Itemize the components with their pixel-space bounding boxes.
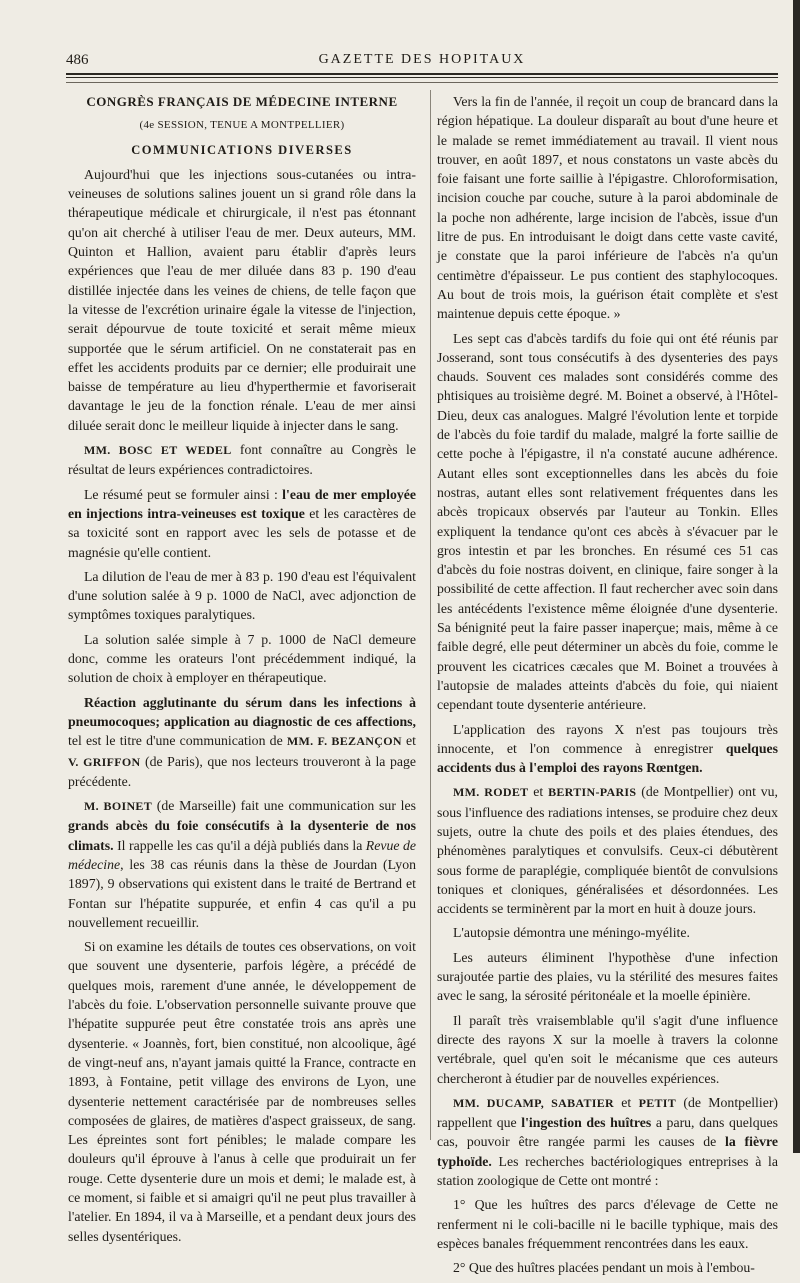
emphasis-text: quelques accidents dus à l'emploi des rayons Rœntgen. <box>437 740 778 776</box>
paragraph-text: L'application des rayons X n'est pas toujours très innocente, et l'on commence à enregistrer <box>437 721 778 756</box>
paragraph-text: Les recherches bactériologiques entreprises à la station zoologique de Cette ont montré : <box>437 1153 778 1189</box>
article-subheading: (4e SESSION, TENUE A MONTPELLIER) <box>139 119 345 132</box>
author-names: M. BOINET <box>84 799 153 814</box>
emphasis-text: Réaction agglutinante du sérum dans les infections à pneumocoques; application au diagnostic de ces affections, <box>68 694 416 729</box>
paragraph-text: Il rappelle les cas qu'il a déjà publiés dans la <box>113 837 366 853</box>
article-heading: CONGRÈS FRANÇAIS DE MÉDECINE INTERNE <box>86 94 398 109</box>
paragraph <box>68 796 416 932</box>
paragraph: Si on examine les détails de toutes ces observations, on voit que souvent une dysenterie, parfois légère, a précédé de quelques mois, rarement d'une année, le développement de l'abcès du foie. L'observation personnelle suivante prouve que l'hépatite suppurée peut être constatée trois ans après une dysenterie. « Joannès, fort, bien constitué, non alcoolique, âgé de vingt-neuf ans, n'ayant jamais quitté la France, contracte en 1893, à Fontaine, petit village des environs de Lyon, une dysenterie nettement caractérisée par de nombreuses selles composées de glaires, de matières d'aspect graisseux, de sang. Les épreintes sont fort pénibles; le malade compare les douleurs qu'il éprouve à l'anus à celle que produirait un fer rouge. Cette dysenterie dure un mois et demi; le malade est, à ce moment, si faible et si amaigri qu'il ne peut plus travailler à l'atelier. En 1894, il va à Marseille, et a pendant deux jours des selles dysentériques. <box>68 939 416 1244</box>
paragraph: L'autopsie démontra une méningo-myélite. <box>453 925 690 941</box>
page-number: 486 <box>66 52 89 68</box>
right-column <box>437 92 778 1283</box>
header-rule <box>66 73 778 75</box>
paragraph-text: (de Montpellier) ont vu, sous l'influence des radiations intenses, se produire chez deux sujets, outre la chute des poils et des plaies étendues, des phénomènes paralytiques et convulsifs. Ceux-ci débutèrent sous forme de paraplégie, compliquée bientôt de convulsions toniques et cloniques, généralisées et désordonnées. Les accidents se terminèrent par la mort en huit à douze jours. <box>437 784 778 917</box>
page-edge <box>793 0 800 1153</box>
paragraph-text: et les caractères de sa toxicité sont en rapport avec les sels de potasse et de magnésie qu'elle contient. <box>68 505 416 560</box>
author-names: MM. RODET <box>453 785 529 800</box>
paragraph-text: font connaître au Congrès le résultat de leurs expériences contradictoires. <box>68 442 416 478</box>
column-separator <box>430 90 431 1140</box>
left-column <box>68 92 416 1251</box>
author-names: MM. F. BEZANÇON <box>286 734 402 749</box>
author-names: PETIT <box>638 1095 677 1110</box>
paragraph: Il paraît très vraisemblable qu'il s'agit d'une influence directe des rayons X sur la moelle à travers la colonne vertébrale, quel qu'en soit le mécanisme que ces auteurs chercheront à étudier par de nouvelles expériences. <box>437 1012 778 1086</box>
paragraph-text: (de Montpellier) rappellent que <box>437 1094 779 1131</box>
emphasis-text: l'eau de mer employée en injections intra-veineuses est toxique <box>68 486 416 521</box>
paragraph-text: , les 38 cas réunis dans la thèse de Jourdan (Lyon 1897), 9 observations qui existent dans le traité de Bertrand et Fontan sur l'hépatite suppurée, et enfin 4 cas qu'il a pu nouvellement recueillir. <box>68 856 416 930</box>
paragraph <box>437 1093 778 1190</box>
paragraph <box>68 485 416 562</box>
emphasis-text: grands abcès du foie consécutifs à la dysenterie de nos climats. <box>68 818 416 853</box>
paragraph: 2° Que des huîtres placées pendant un mois à l'embou- <box>453 1260 755 1276</box>
paragraph: La solution salée simple à 7 p. 1000 de NaCl demeure donc, comme les orateurs l'ont précédemment indiqué, la solution de choix à employer en thérapeutique. <box>68 631 416 686</box>
paragraph-text: et <box>401 733 417 749</box>
paragraph-text: Le résumé peut se formuler ainsi : <box>84 486 283 502</box>
section-heading: COMMUNICATIONS DIVERSES <box>131 142 353 157</box>
paragraph: 1° Que les huîtres des parcs d'élevage de Cette ne renferment ni le coli-bacille ni le bacille typhique, mais des espèces banales fréquemment rencontrées dans les eaux. <box>437 1197 778 1251</box>
paragraph: Les auteurs éliminent l'hypothèse d'une infection surajoutée partie des plaies, vu la stérilité des mesures faites avec le sang, la sérosité péritonéale et la moelle épinière. <box>437 949 778 1004</box>
paragraph <box>437 720 778 778</box>
emphasis-text: la fièvre typhoïde. <box>437 1134 778 1169</box>
author-names: MM. DUCAMP, SABATIER <box>453 1095 615 1110</box>
author-names: V. GRIFFON <box>68 754 141 769</box>
paragraph: Les sept cas d'abcès tardifs du foie qui ont été réunis par Josserand, sont tous consécutifs à des dysenteries des pays chauds. Souvent ces malades sont considérés comme des phtisiques au troisième degré. M. Boinet a observé, à l'Hôtel-Dieu, deux cas analogues. Malgré l'évolution lente et torpide de l'abcès du foie tardif du malade, malgré la forte saillie de cette poche à l'épigastre, il n'a constaté aucune adhérence. Autant elles sont exceptionnelles dans les abcès du foie nostras, autant elles sont relativement fréquentes dans les abcès tropicaux observés par l'auteur au Tonkin. Elles expliquent la tendance qu'ont ces abcès à s'évacuer par le gros intestin et par les bronches. En résumé ces 51 cas d'abcès du foie nostras doivent, en clinique, faire songer à la possibilité de cette affection. Il faut rechercher avec soin dans les antécédents l'existence même éloignée d'une dysenterie. Sa bénignité peut la faire passer inaperçue; mais, même à ce faible degré, elle peut déterminer un abcès du foie, comme le prouvent les cicatrices cæcales que M. Boinet a trouvées à l'autopsie de malades atteints d'abcès du foie, qui niaient cependant toute dysenterie antérieure. <box>437 330 778 713</box>
paragraph-text: a paru, dans quelques cas, pouvoir être rangée parmi les causes de <box>437 1115 778 1150</box>
paragraph <box>68 693 416 791</box>
journal-title: GAZETTE DES HOPITAUX <box>318 52 526 67</box>
header-rule <box>66 82 778 83</box>
paragraph: La dilution de l'eau de mer à 83 p. 190 d'eau est l'équivalent d'une solution salée à 9 p. 1000 de NaCl, avec adjonction de symptômes toxiques paralytiques. <box>68 568 416 623</box>
page-header <box>66 50 778 72</box>
paragraph: Vers la fin de l'année, il reçoit un coup de brancard dans la région hépatique. La douleur disparaît au bout d'une heure et le malade se remet immédiatement au travail. Il vient nous trouver, en août 1897, et nous constatons un vaste abcès du foie faisant une forte saillie à l'épigastre. Chloroformisation, incision couche par couche, suture à la paroi abdominale de la poche non adhérente, large incision de l'abcès, issue d'un litre de pus. En introduisant le doigt dans cette vaste cavité, je constate que la paroi inférieure de l'abcès n'a qu'un centimètre d'épaisseur. Le pus contient des staphylocoques. Au bout de trois mois, la guérison était complète et s'est maintenue depuis cette époque. » <box>437 94 778 322</box>
paragraph <box>68 440 416 480</box>
paragraph-text: et <box>614 1094 639 1110</box>
header-rule <box>66 77 778 78</box>
paragraph-text: et <box>528 784 549 800</box>
paragraph-text: (de Paris), que nos lecteurs trouveront à la page précédente. <box>68 753 416 789</box>
paragraph <box>437 782 778 918</box>
paragraph: Aujourd'hui que les injections sous-cutanées ou intra-veineuses de solutions salines jouent un si grand rôle dans la thérapeutique médicale et chirurgicale, il n'est pas étonnant qu'on ait cherché à utiliser l'eau de mer. Deux auteurs, MM. Quinton et Hallion, avaient paru établir d'après leurs expériences que l'eau de mer diluée dans 83 p. 190 d'eau distillée injectée dans les veines de chiens, de telle façon que la vitesse de l'excrétion urinaire égale la vitesse de l'injection, serait dépourvue de toute toxicité et serait même mieux supportée que le sérum artificiel. On ne constaterait pas en effet les accidents produits par ce dernier; elle produirait une baisse de température au lieu d'hyperthermie et favoriserait davantage le jeu de la fonction rénale. L'eau de mer ainsi diluée serait donc le meilleur liquide à injecter dans le sang. <box>68 166 416 433</box>
journal-reference: Revue de médecine <box>68 837 416 872</box>
paragraph-text: (de Marseille) fait une communication sur les <box>152 798 416 814</box>
author-names: BERTIN-PARIS <box>548 785 637 800</box>
paragraph-text: tel est le titre d'une communication de <box>68 733 287 749</box>
author-names: MM. BOSC ET WEDEL <box>84 443 232 458</box>
emphasis-text: l'ingestion des huîtres <box>521 1115 652 1131</box>
